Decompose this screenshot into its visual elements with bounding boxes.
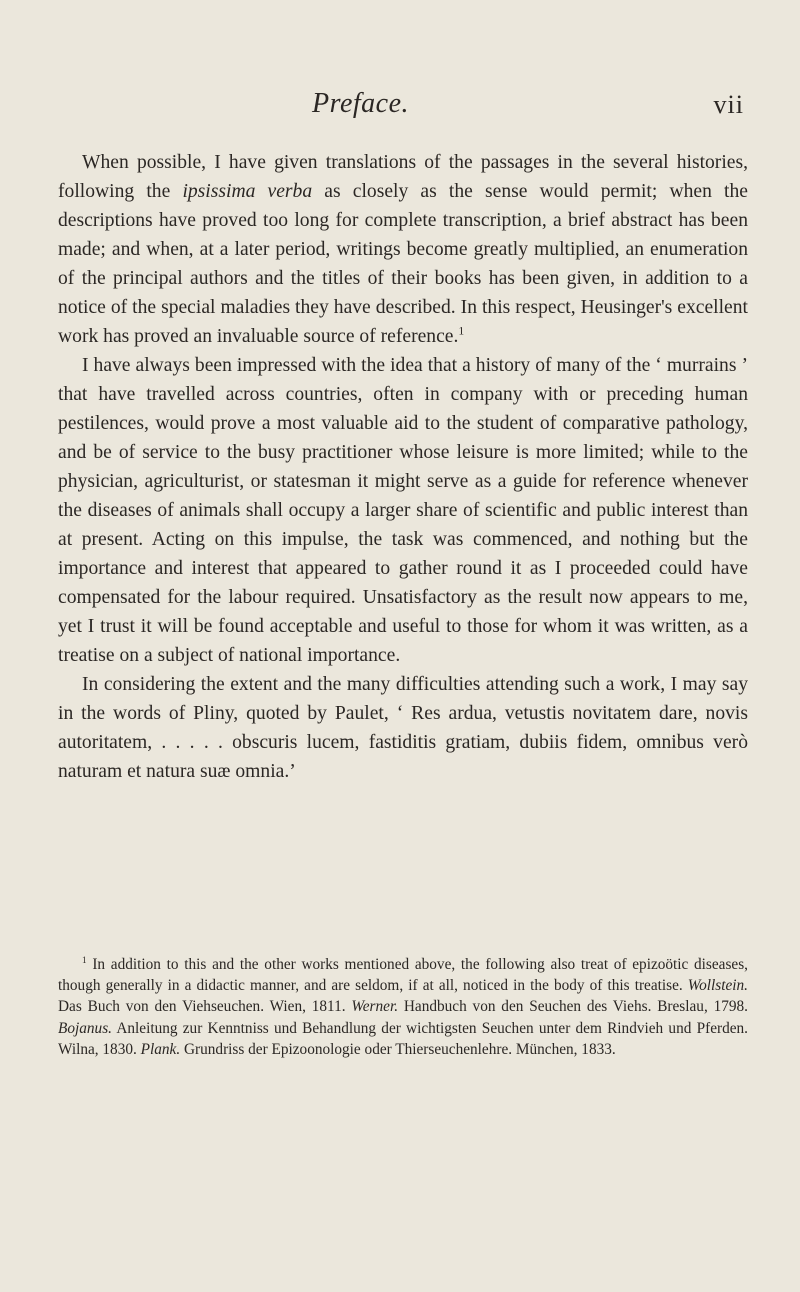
paragraph-1: [58, 148, 748, 351]
paragraph-1-text-b: as closely as the sense would permit; when the descriptions have proved too long for complete transcription, a brief abstract has been made; and when, at a later period, writings become greatly multiplied, an enumeration of the principal authors and the titles of their books has been given, in addition to a notice of the special maladies they have described. In this respect, Heusinger's excellent work has proved an invaluable source of reference.: [58, 181, 748, 347]
footnote-text-3: Handbuch von den Seuchen des Viehs. Breslau, 1798.: [398, 998, 749, 1016]
author-wollstein: Wollstein.: [687, 977, 748, 995]
running-title: Preface.: [312, 88, 410, 119]
page-number: vii: [713, 90, 744, 119]
main-text: [58, 148, 748, 786]
footnote-text-5: Grundriss der Epizoonologie oder Thierseuchenlehre. München, 1833.: [180, 1040, 616, 1058]
footnote-text-2: Das Buch von den Viehseuchen. Wien, 1811.: [58, 998, 352, 1016]
paragraph-3: In considering the extent and the many difficulties attending such a work, I may say in the words of Pliny, quoted by Paulet, ‘ Res ardua, vetustis novitatem dare, novis autoritatem, . . . . . obscuris lucem, fastiditis gratiam, dubiis fidem, omnibus verò naturam et natura suæ omnia.’: [58, 674, 748, 782]
page-header: [58, 88, 748, 132]
paragraph-2: I have always been impressed with the idea that a history of many of the ‘ murrains ’ that have travelled across countries, often in company with or preceding human pestilences, would prove a most valuable aid to the student of comparative pathology, and be of service to the busy practitioner whose leisure is more limited; while to the physician, agriculturist, or statesman it might serve as a guide for reference whenever the diseases of animals shall occupy a larger share of scientific and public interest than at present. Acting on this impulse, the task was commenced, and nothing but the importance and interest that appeared to gather round it as I proceeded could have compensated for the labour required. Unsatisfactory as the result now appears to me, yet I trust it will be found acceptable and useful to those for whom it was written, as a treatise on a subject of national importance.: [58, 355, 748, 666]
footnote-marker: 1: [82, 954, 87, 965]
paragraph-1-text-a: When possible, I have given translations of the passages in the several histories, following the: [58, 152, 748, 202]
footnote-text-1: In addition to this and the other works mentioned above, the following also treat of epizoötic diseases, though generally in a didactic manner, and are seldom, if at all, noticed in the body of this treatise.: [58, 956, 748, 995]
footnote-reference: 1: [458, 324, 465, 338]
latin-phrase: ipsissima verba: [182, 181, 313, 202]
author-plank: Plank.: [140, 1040, 181, 1058]
footnote-1: [58, 954, 748, 1060]
author-bojanus: Bojanus.: [58, 1019, 112, 1037]
footnotes: [58, 954, 748, 1060]
footnote-text-4: Anleitung zur Kenntniss und Behandlung der wichtigsten Seuchen unter dem Rindvieh und Pferden. Wilna, 1830.: [58, 1019, 748, 1058]
author-werner: Werner.: [351, 998, 399, 1016]
